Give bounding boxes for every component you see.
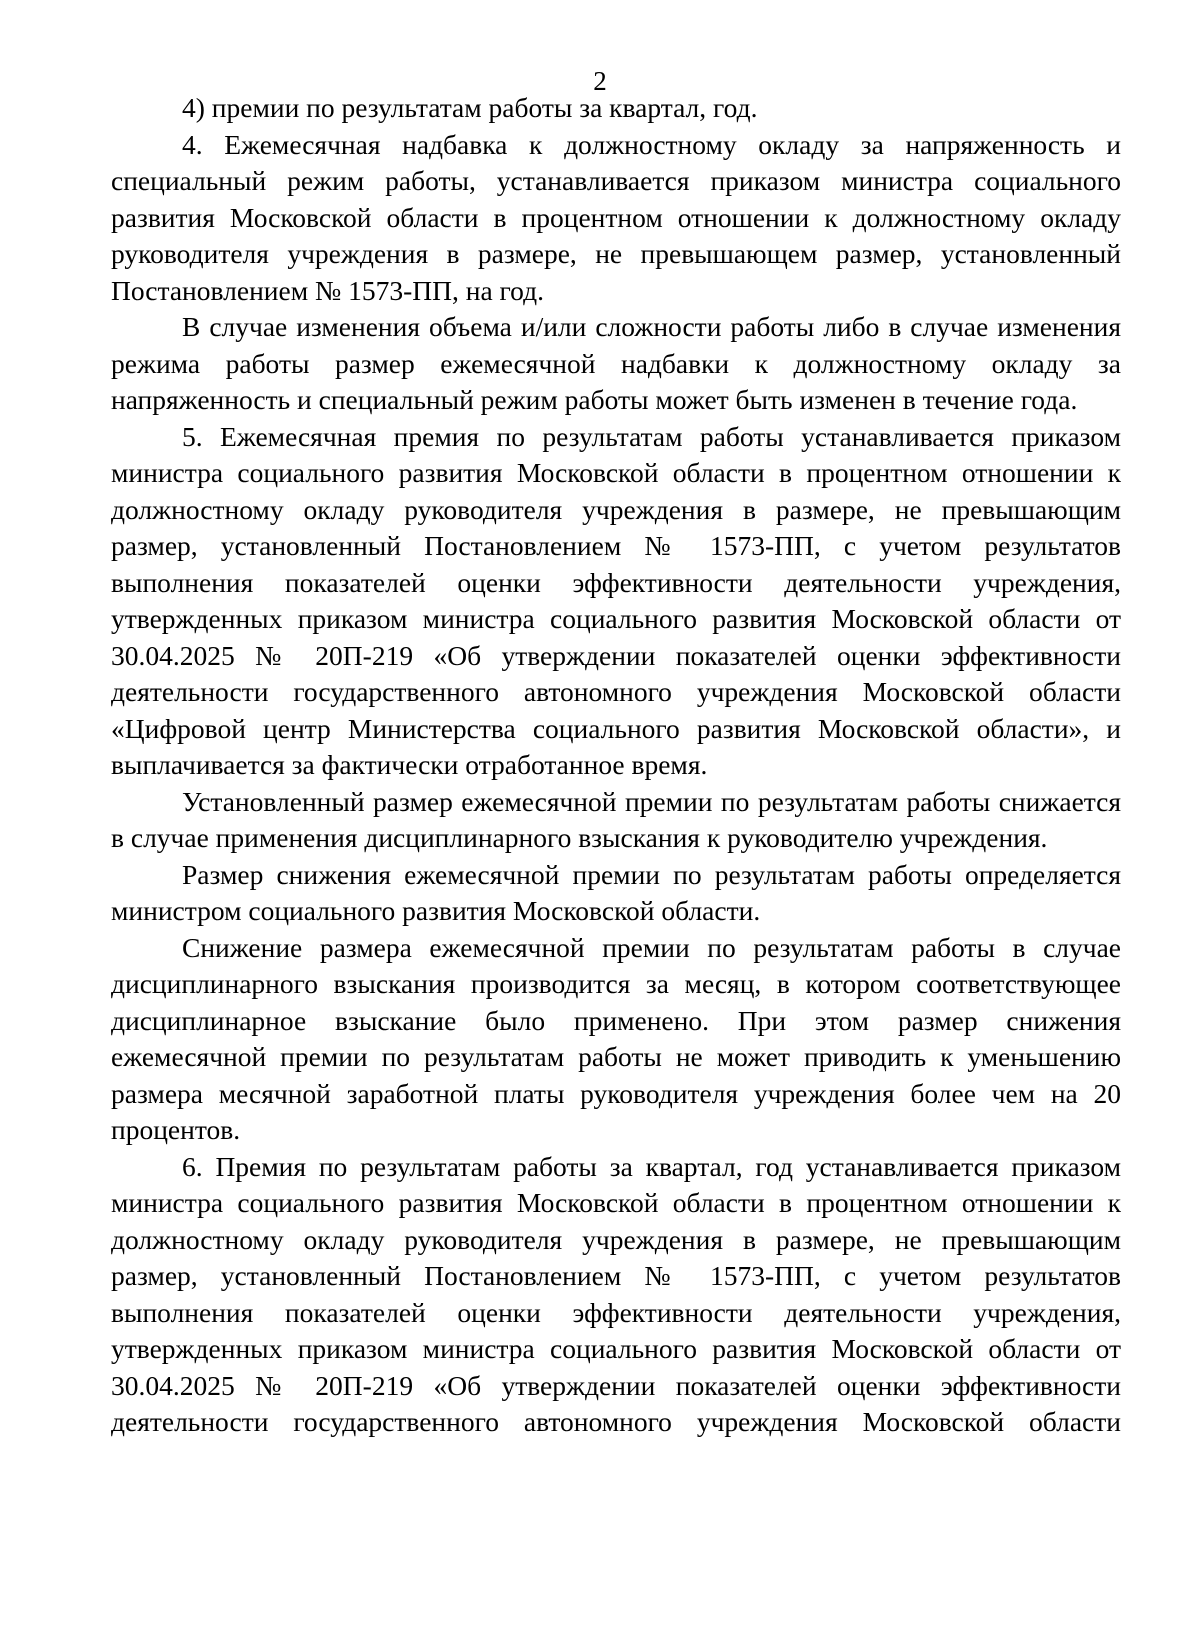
paragraph-section-4: 4. Ежемесячная надбавка к должностному окладу за напряженность и специальный режим работы, устанавливается приказом министра социального развития Московской области в процентном отношении к должностному окладу руководителя учреждения в размере, не превышающем размер, установленный Постановлением № 1573-ПП, на год. — [111, 128, 1121, 306]
paragraph-section-5-reduction: Установленный размер ежемесячной премии по результатам работы снижается в случае применения дисциплинарного взыскания к руководителю учреждения. — [111, 785, 1121, 853]
paragraph-section-5: 5. Ежемесячная премия по результатам работы устанавливается приказом министра социального развития Московской области в процентном отношении к должностному окладу руководителя учреждения в размере, не превышающим размер, установленный Постановлением № 1573-ПП, с учетом результатов выполнения показателей оценки эффективности деятельности учреждения, утвержденных приказом министра социального развития Московской области от 30.04.2025 № 20П-219 «Об утверждении показателей оценки эффективности деятельности государственного автономного учреждения Московской области «Цифровой центр Министерства социального развития Московской области», и выплачивается за фактически отработанное время. — [111, 420, 1121, 780]
document-body — [111, 90, 1121, 1441]
page-number: 2 — [593, 66, 607, 96]
paragraph-section-4-change: В случае изменения объема и/или сложности работы либо в случае изменения режима работы размер ежемесячной надбавки к должностному окладу за напряженность и специальный режим работы может быть изменен в течение года. — [111, 311, 1121, 415]
paragraph-item-4: 4) премии по результатам работы за квартал, год. — [182, 92, 758, 123]
paragraph-section-5-reduction-period: Снижение размера ежемесячной премии по результатам работы в случае дисциплинарного взыскания производится за месяц, в котором соответствующее дисциплинарное взыскание было применено. При этом размер снижения ежемесячной премии по результатам работы не может приводить к уменьшению размера месячной заработной платы руководителя учреждения более чем на 20 процентов. — [111, 931, 1121, 1145]
paragraph-section-5-reduction-amount: Размер снижения ежемесячной премии по результатам работы определяется министром социального развития Московской области. — [111, 858, 1121, 926]
paragraph-section-6: 6. Премия по результатам работы за квартал, год устанавливается приказом министра социального развития Московской области в процентном отношении к должностному окладу руководителя учреждения в размере, не превышающим размер, установленный Постановлением № 1573-ПП, с учетом результатов выполнения показателей оценки эффективности деятельности учреждения, утвержденных приказом министра социального развития Московской области от 30.04.2025 № 20П-219 «Об утверждении показателей оценки эффективности деятельности государственного автономного учреждения Московской области — [111, 1150, 1121, 1437]
